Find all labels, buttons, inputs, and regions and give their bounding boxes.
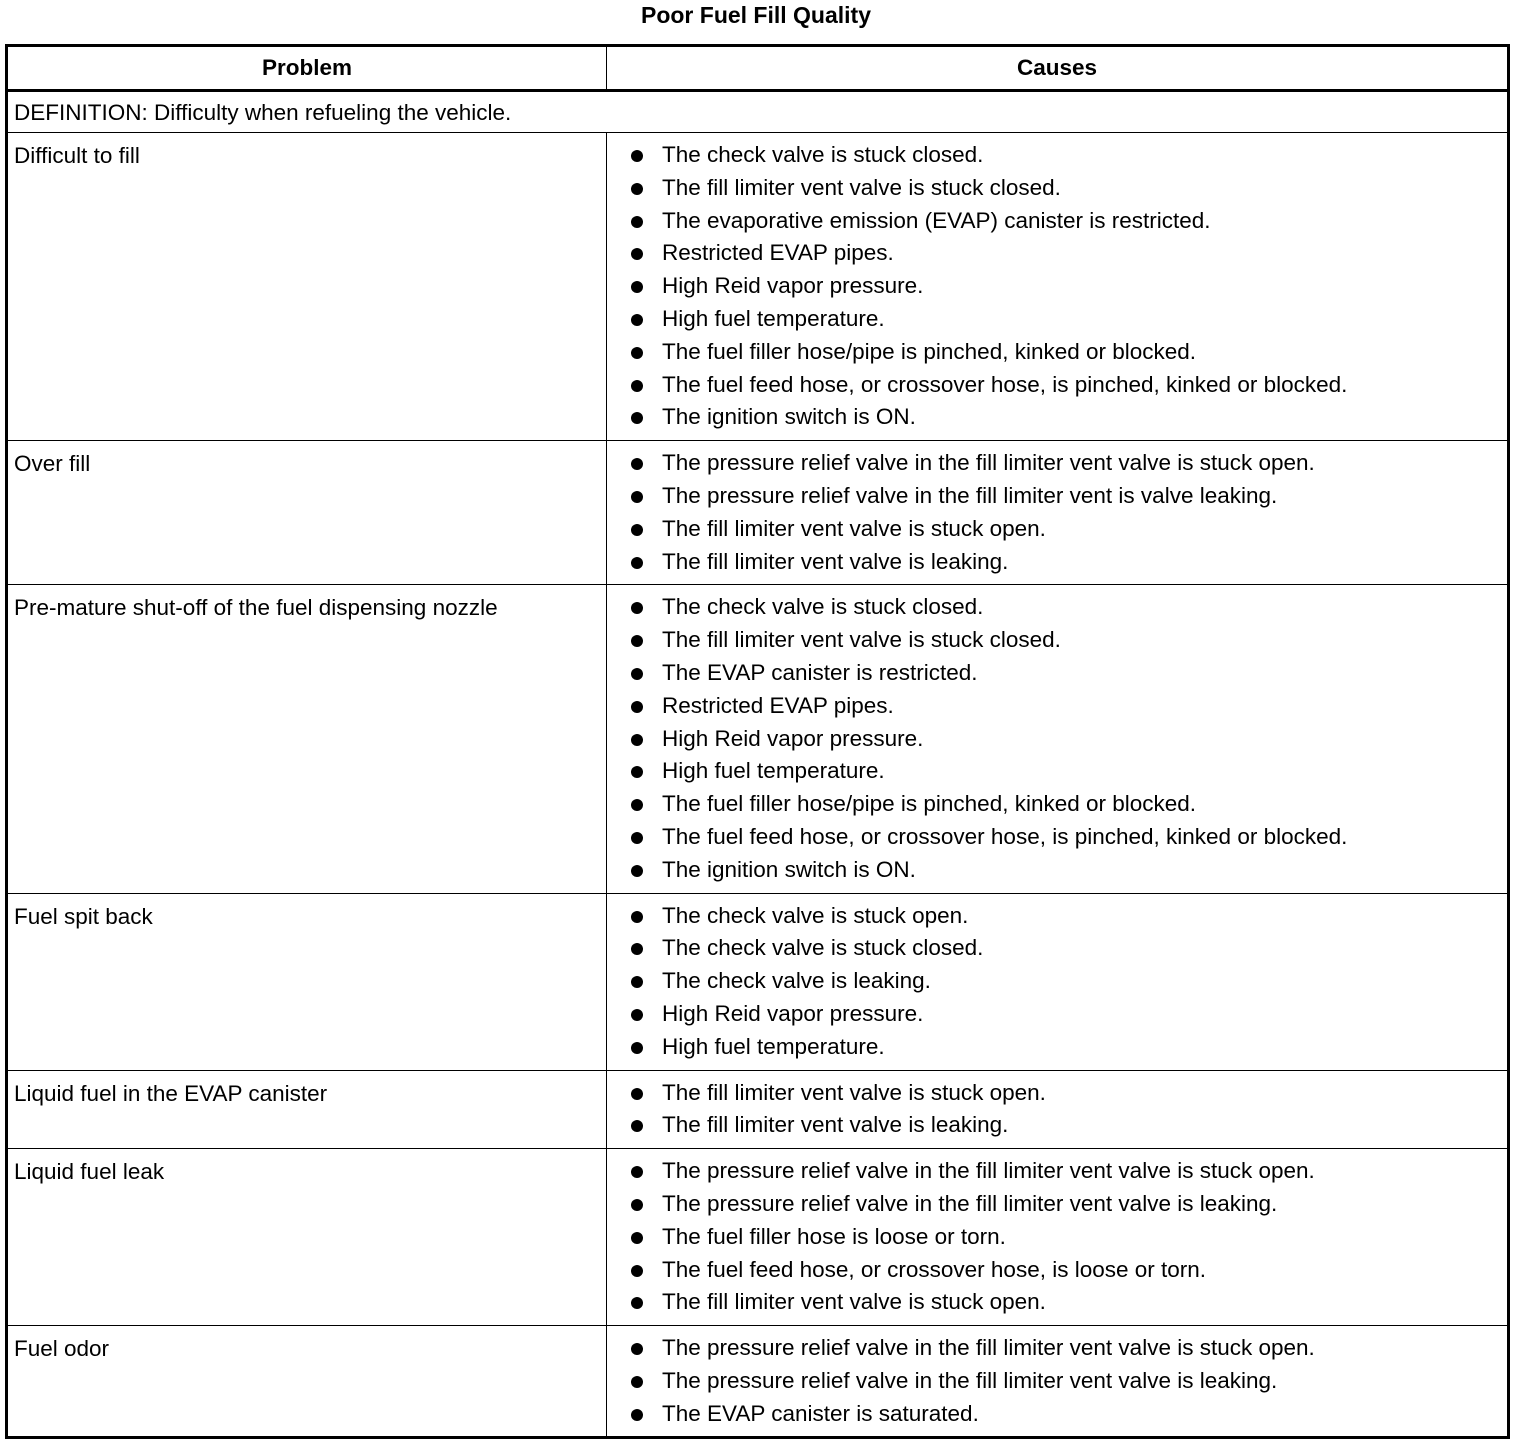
bullet-icon (631, 314, 643, 326)
problem-cell: Pre-mature shut-off of the fuel dispensing nozzle (7, 585, 607, 893)
definition-text: DEFINITION: Difficulty when refueling the vehicle. (7, 91, 1509, 133)
bullet-icon (631, 1343, 643, 1355)
diagnosis-table (5, 44, 1510, 1439)
bullet-icon (631, 799, 643, 811)
bullet-icon (631, 491, 643, 503)
cause-text: The fill limiter vent valve is stuck closed. (662, 627, 1061, 653)
bullet-icon (631, 1199, 643, 1211)
problem-cell: Liquid fuel leak (7, 1149, 607, 1326)
problem-cell: Fuel odor (7, 1326, 607, 1438)
cause-text: The ignition switch is ON. (662, 856, 916, 882)
bullet-icon (631, 150, 643, 162)
list-item (607, 1332, 1507, 1365)
list-item (607, 303, 1507, 336)
list-item (607, 401, 1507, 434)
bullet-icon (631, 1265, 643, 1277)
bullet-icon (631, 1042, 643, 1054)
table-body (7, 91, 1509, 1438)
cause-text: The pressure relief valve in the fill limiter vent valve is leaking. (662, 1367, 1278, 1393)
problem-cell: Difficult to fill (7, 133, 607, 441)
cause-text: Restricted EVAP pipes. (662, 692, 894, 718)
list-item (607, 1077, 1507, 1110)
causes-list (607, 447, 1507, 578)
cause-text: The pressure relief valve in the fill limiter vent is valve leaking. (662, 482, 1278, 508)
cause-text: High fuel temperature. (662, 758, 885, 784)
bullet-icon (631, 557, 643, 569)
problem-cell: Over fill (7, 441, 607, 585)
list-item (607, 172, 1507, 205)
list-item (607, 624, 1507, 657)
column-header-causes: Causes (607, 46, 1509, 91)
list-item (607, 1286, 1507, 1319)
cause-text: The fuel filler hose is loose or torn. (662, 1223, 1006, 1249)
list-item (607, 755, 1507, 788)
bullet-icon (631, 1088, 643, 1100)
cause-text: Restricted EVAP pipes. (662, 240, 894, 266)
cause-text: The pressure relief valve in the fill limiter vent valve is stuck open. (662, 1335, 1315, 1361)
problem-cell: Fuel spit back (7, 893, 607, 1070)
cause-text: High Reid vapor pressure. (662, 273, 924, 299)
cause-text: The fuel feed hose, or crossover hose, is pinched, kinked or blocked. (662, 371, 1348, 397)
causes-list (607, 591, 1507, 886)
bullet-icon (631, 734, 643, 746)
cause-text: High fuel temperature. (662, 1033, 885, 1059)
cause-text: The check valve is stuck closed. (662, 594, 984, 620)
cause-text: The fill limiter vent valve is stuck open. (662, 1079, 1046, 1105)
cause-text: The pressure relief valve in the fill limiter vent valve is stuck open. (662, 1158, 1315, 1184)
causes-cell (607, 1149, 1509, 1326)
bullet-icon (631, 347, 643, 359)
cause-text: The pressure relief valve in the fill limiter vent valve is leaking. (662, 1190, 1278, 1216)
bullet-icon (631, 1409, 643, 1421)
causes-cell (607, 133, 1509, 441)
causes-list (607, 900, 1507, 1064)
cause-text: The ignition switch is ON. (662, 404, 916, 430)
cause-text: The pressure relief valve in the fill limiter vent valve is stuck open. (662, 450, 1315, 476)
list-item (607, 447, 1507, 480)
list-item (607, 657, 1507, 690)
bullet-icon (631, 701, 643, 713)
cause-text: The fill limiter vent valve is leaking. (662, 548, 1009, 574)
bullet-icon (631, 248, 643, 260)
bullet-icon (631, 1376, 643, 1388)
bullet-icon (631, 458, 643, 470)
bullet-icon (631, 832, 643, 844)
list-item (607, 1188, 1507, 1221)
causes-list (607, 139, 1507, 434)
list-item (607, 821, 1507, 854)
causes-cell (607, 585, 1509, 893)
cause-text: The fuel feed hose, or crossover hose, is loose or torn. (662, 1256, 1207, 1282)
bullet-icon (631, 183, 643, 195)
list-item (607, 513, 1507, 546)
list-item (607, 854, 1507, 887)
cause-text: The fuel filler hose/pipe is pinched, kinked or blocked. (662, 338, 1197, 364)
table-row (7, 893, 1509, 1070)
cause-text: The check valve is stuck open. (662, 902, 969, 928)
bullet-icon (631, 281, 643, 293)
list-item (607, 369, 1507, 402)
list-item (607, 965, 1507, 998)
causes-cell (607, 1070, 1509, 1149)
list-item (607, 270, 1507, 303)
cause-text: The check valve is stuck closed. (662, 142, 984, 167)
list-item (607, 237, 1507, 270)
cause-text: The EVAP canister is restricted. (662, 659, 978, 685)
cause-text: The fuel filler hose/pipe is pinched, kinked or blocked. (662, 791, 1197, 817)
bullet-icon (631, 1232, 643, 1244)
table-row (7, 1149, 1509, 1326)
bullet-icon (631, 668, 643, 680)
cause-text: High Reid vapor pressure. (662, 1000, 924, 1026)
bullet-icon (631, 943, 643, 955)
list-item (607, 1398, 1507, 1431)
column-header-problem: Problem (7, 46, 607, 91)
bullet-icon (631, 1297, 643, 1309)
bullet-icon (631, 911, 643, 923)
list-item (607, 336, 1507, 369)
definition-row (7, 91, 1509, 133)
bullet-icon (631, 1120, 643, 1132)
list-item (607, 998, 1507, 1031)
causes-list (607, 1155, 1507, 1319)
list-item (607, 1254, 1507, 1287)
table-row (7, 133, 1509, 441)
list-item (607, 205, 1507, 238)
list-item (607, 788, 1507, 821)
causes-cell (607, 1326, 1509, 1438)
list-item (607, 1109, 1507, 1142)
table-row (7, 441, 1509, 585)
list-item (607, 1031, 1507, 1064)
table-row (7, 585, 1509, 893)
cause-text: The check valve is leaking. (662, 968, 931, 994)
bullet-icon (631, 524, 643, 536)
bullet-icon (631, 602, 643, 614)
cause-text: The fuel feed hose, or crossover hose, is pinched, kinked or blocked. (662, 823, 1348, 849)
bullet-icon (631, 766, 643, 778)
list-item (607, 723, 1507, 756)
cause-text: The fill limiter vent valve is leaking. (662, 1112, 1009, 1138)
bullet-icon (631, 412, 643, 424)
list-item (607, 480, 1507, 513)
problem-cell: Liquid fuel in the EVAP canister (7, 1070, 607, 1149)
bullet-icon (631, 1166, 643, 1178)
list-item (607, 1221, 1507, 1254)
cause-text: The fill limiter vent valve is stuck open. (662, 515, 1046, 541)
bullet-icon (631, 216, 643, 228)
table-header-row (7, 46, 1509, 91)
cause-text: The check valve is stuck closed. (662, 935, 984, 961)
page-title: Poor Fuel Fill Quality (640, 2, 872, 28)
causes-cell (607, 893, 1509, 1070)
table-row (7, 1070, 1509, 1149)
cause-text: The evaporative emission (EVAP) canister is restricted. (662, 207, 1211, 233)
cause-text: The EVAP canister is saturated. (662, 1400, 979, 1426)
bullet-icon (631, 380, 643, 392)
list-item (607, 690, 1507, 723)
bullet-icon (631, 865, 643, 877)
bullet-icon (631, 976, 643, 988)
cause-text: High fuel temperature. (662, 305, 885, 331)
list-item (607, 932, 1507, 965)
cause-text: High Reid vapor pressure. (662, 725, 924, 751)
bullet-icon (631, 635, 643, 647)
cause-text: The fill limiter vent valve is stuck open. (662, 1289, 1046, 1315)
bullet-icon (631, 1009, 643, 1021)
table-row (7, 1326, 1509, 1438)
causes-list (607, 1077, 1507, 1143)
list-item (607, 1365, 1507, 1398)
list-item (607, 1155, 1507, 1188)
list-item (607, 591, 1507, 624)
list-item (607, 139, 1507, 172)
cause-text: The fill limiter vent valve is stuck closed. (662, 174, 1061, 200)
list-item (607, 900, 1507, 933)
causes-cell (607, 441, 1509, 585)
list-item (607, 546, 1507, 579)
